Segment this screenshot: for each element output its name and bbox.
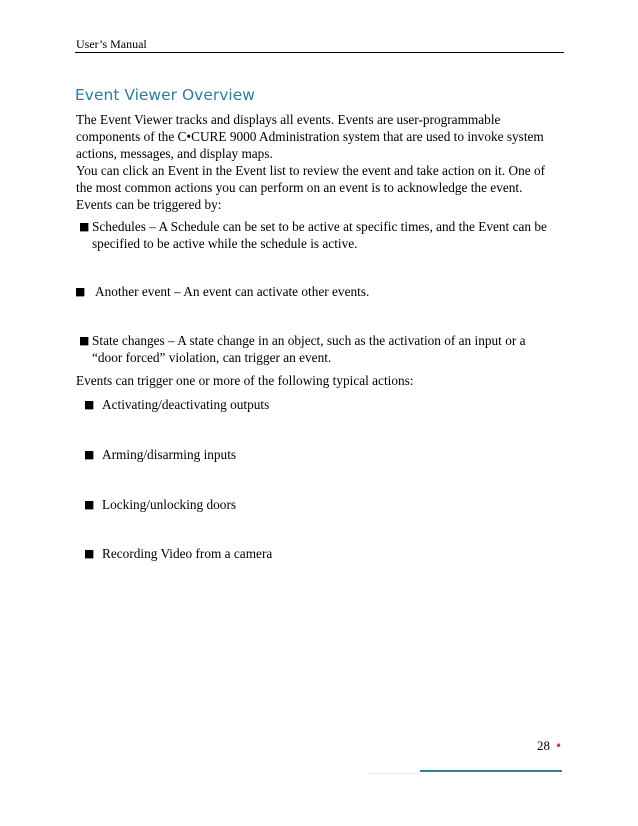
action-item-text: Recording Video from a camera bbox=[102, 546, 273, 561]
action-item-text: Arming/disarming inputs bbox=[102, 447, 237, 462]
action-item bbox=[84, 446, 504, 463]
bullet-icon: ■ bbox=[84, 398, 95, 411]
bullet-icon: ■ bbox=[84, 448, 95, 461]
action-item-text: Activating/deactivating outputs bbox=[102, 397, 270, 412]
section-title: Event Viewer Overview bbox=[75, 86, 255, 104]
footer-rule-faint bbox=[368, 773, 420, 774]
footer-rule bbox=[420, 770, 562, 772]
action-item-text: Locking/unlocking doors bbox=[102, 497, 237, 512]
click-event-paragraph: You can click an Event in the Event list to review the event and take action on it. One of the most common actions you can perform on an event is to acknowledge the event. bbox=[76, 163, 546, 195]
bullet-icon: ■ bbox=[84, 547, 95, 560]
trigger-item-text: Another event – An event can activate other events. bbox=[95, 284, 370, 299]
action-item bbox=[84, 545, 504, 562]
intro-paragraph: The Event Viewer tracks and displays all events. Events are user-programmable components of the C•CURE 9000 Administration system that are used to invoke system actions, messages, and display maps. bbox=[76, 112, 544, 161]
bullet-icon: ■ bbox=[84, 498, 95, 511]
header-rule bbox=[75, 52, 564, 53]
bullet-icon: ■ bbox=[79, 220, 90, 233]
footer-dot-icon: • bbox=[555, 739, 563, 753]
running-header: User’s Manual bbox=[76, 37, 147, 51]
trigger-item-schedules bbox=[79, 218, 549, 252]
bullet-icon: ■ bbox=[75, 285, 86, 298]
page-number: 28 bbox=[537, 738, 550, 753]
trigger-item-text: Schedules – A Schedule can be set to be active at specific times, and the Event can be specified to be active while the schedule is active. bbox=[92, 219, 547, 251]
actions-intro-paragraph: Events can trigger one or more of the following typical actions: bbox=[76, 373, 414, 388]
action-item bbox=[84, 496, 504, 513]
trigger-item-another-event bbox=[75, 283, 545, 300]
trigger-item-state-changes bbox=[79, 332, 549, 366]
trigger-item-text: State changes – A state change in an object, such as the activation of an input or a “door forced” violation, can trigger an event. bbox=[92, 333, 526, 365]
action-item bbox=[84, 396, 504, 413]
bullet-icon: ■ bbox=[79, 334, 90, 347]
triggered-by-paragraph: Events can be triggered by: bbox=[76, 197, 222, 212]
